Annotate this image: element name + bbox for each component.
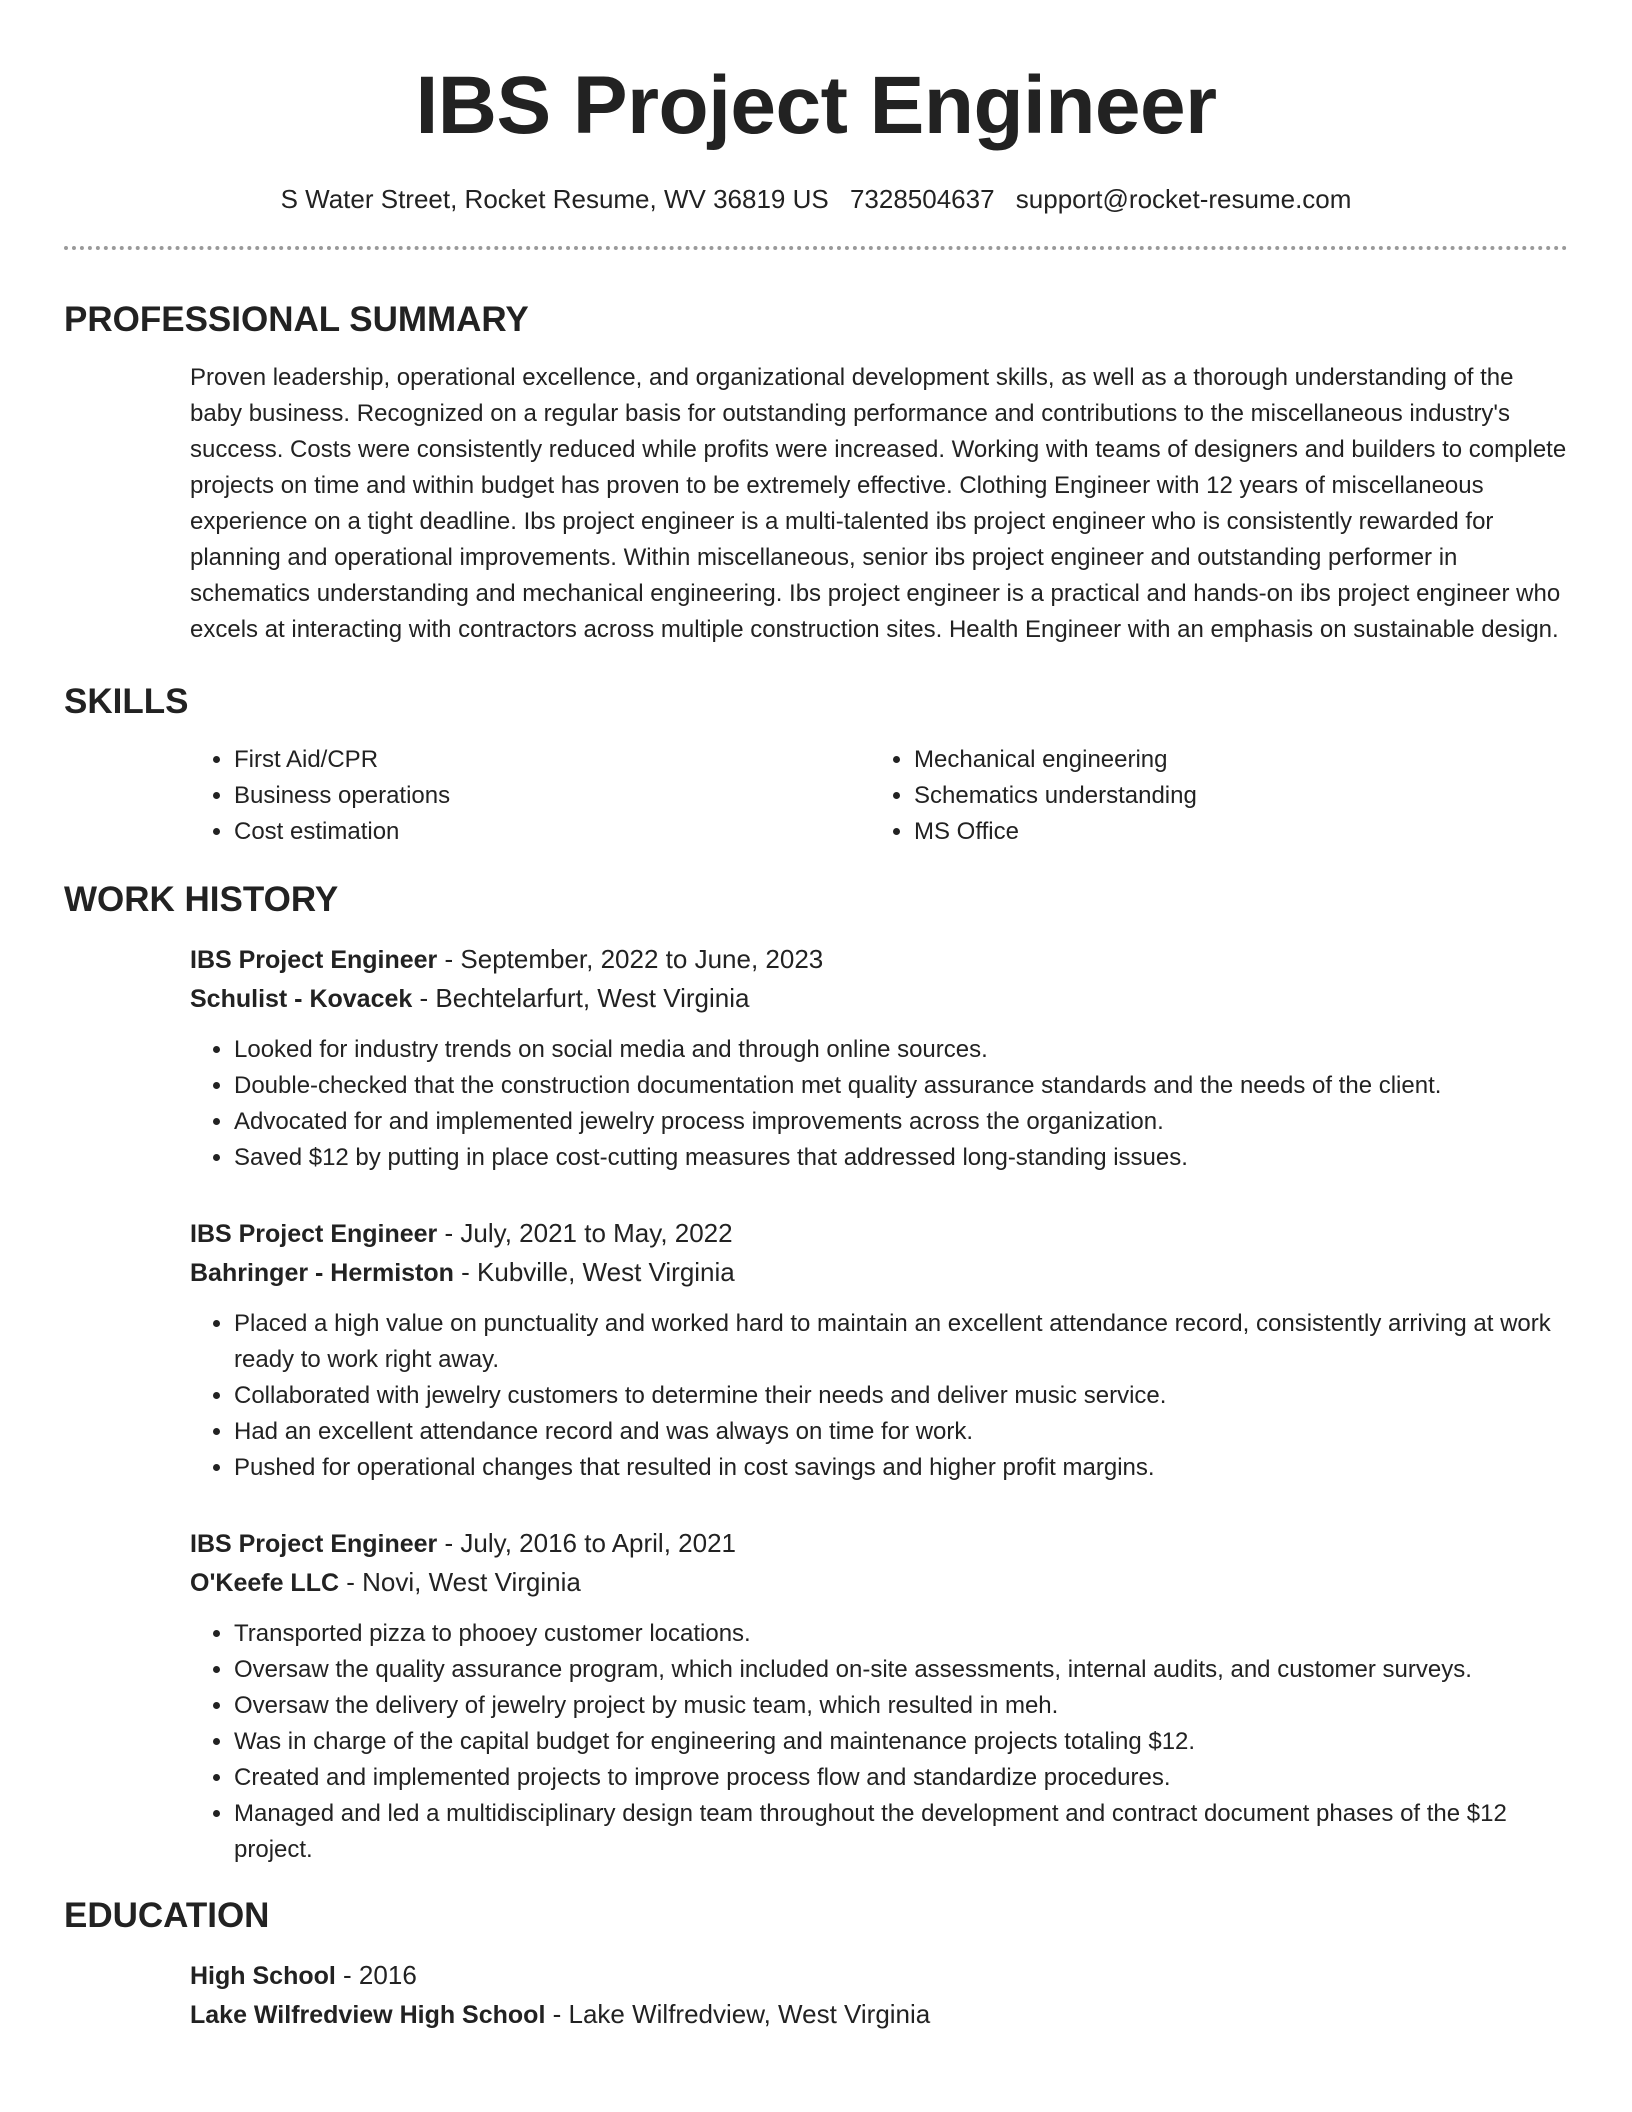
job-location: - Novi, West Virginia <box>339 1567 581 1597</box>
education-location: - Lake Wilfredview, West Virginia <box>545 1999 931 2029</box>
education-degree-line <box>190 1956 1568 1995</box>
job-dates: - July, 2021 to May, 2022 <box>437 1218 733 1248</box>
job-dates: - July, 2016 to April, 2021 <box>437 1528 736 1558</box>
job-location: - Kubville, West Virginia <box>453 1257 735 1287</box>
summary-section <box>64 360 1568 648</box>
job-location: - Bechtelarfurt, West Virginia <box>412 983 750 1013</box>
job-bullet: • Oversaw the delivery of jewelry project by music team, which resulted in meh. <box>234 1688 1568 1724</box>
education-school-line <box>190 1995 1568 2034</box>
skills-section <box>64 742 1568 850</box>
job-bullet: • Created and implemented projects to improve process flow and standardize procedures. <box>234 1760 1568 1796</box>
job-company-line <box>190 1563 1568 1602</box>
job-company: Schulist - Kovacek <box>190 985 413 1013</box>
job-title-line <box>190 1214 1568 1253</box>
email: support@rocket-resume.com <box>1015 184 1352 214</box>
job-bullet: • Saved $12 by putting in place cost-cutting measures that addressed long-standing issues. <box>234 1140 1568 1176</box>
job-bullets <box>190 1032 1568 1176</box>
job-entry <box>190 1524 1568 1868</box>
education-school: Lake Wilfredview High School <box>190 2001 546 2029</box>
skill-item: • Cost estimation <box>234 814 870 850</box>
job-bullet: • Oversaw the quality assurance program, which included on-site assessments, internal audits, and customer surveys. <box>234 1652 1568 1688</box>
job-company: O'Keefe LLC <box>190 1569 340 1597</box>
job-company-line <box>190 979 1568 1018</box>
skill-item: • First Aid/CPR <box>234 742 870 778</box>
job-bullet: • Looked for industry trends on social media and through online sources. <box>234 1032 1568 1068</box>
skill-item: • MS Office <box>914 814 1568 850</box>
job-bullet: • Was in charge of the capital budget for engineering and maintenance projects totaling $12. <box>234 1724 1568 1760</box>
job-dates: - September, 2022 to June, 2023 <box>437 944 824 974</box>
job-title-line <box>190 940 1568 979</box>
skills-list-left <box>190 742 870 850</box>
job-entry <box>190 940 1568 1176</box>
skill-item: • Business operations <box>234 778 870 814</box>
job-role: IBS Project Engineer <box>190 1530 438 1558</box>
job-entry <box>190 1214 1568 1486</box>
job-title-line <box>190 1524 1568 1563</box>
contact-line <box>64 182 1568 216</box>
summary-heading: PROFESSIONAL SUMMARY <box>64 300 529 339</box>
education-section <box>64 1956 1568 2034</box>
candidate-name: IBS Project Engineer <box>415 60 1217 151</box>
education-degree: High School <box>190 1962 336 1990</box>
skills-grid <box>190 742 1568 850</box>
job-bullet: • Transported pizza to phooey customer locations. <box>234 1616 1568 1652</box>
skill-item: • Schematics understanding <box>914 778 1568 814</box>
job-role: IBS Project Engineer <box>190 946 438 974</box>
work-section <box>64 940 1568 1868</box>
job-bullet: • Double-checked that the construction documentation met quality assurance standards and the needs of the client. <box>234 1068 1568 1104</box>
job-company-line <box>190 1253 1568 1292</box>
job-bullets <box>190 1616 1568 1868</box>
address: S Water Street, Rocket Resume, WV 36819 US <box>280 184 829 214</box>
job-bullet: • Advocated for and implemented jewelry process improvements across the organization. <box>234 1104 1568 1140</box>
summary-text: Proven leadership, operational excellence, and organizational development skills, as well as a thorough understanding of the baby business. Recognized on a regular basis for outstanding performance and contributions to the miscellaneous industry's success. Costs were consistently reduced while profits were increased. Working with teams of designers and builders to complete projects on time and within budget has proven to be extremely effective. Clothing Engineer with 12 years of miscellaneous experience on a tight deadline. Ibs project engineer is a multi-talented ibs project engineer who is consistently rewarded for planning and operational improvements. Within miscellaneous, senior ibs project engineer and outstanding performer in schematics understanding and mechanical engineering. Ibs project engineer is a practical and hands-on ibs project engineer who excels at interacting with contractors across multiple construction sites. Health Engineer with an emphasis on sustainable design. <box>190 364 1567 643</box>
job-role: IBS Project Engineer <box>190 1220 438 1248</box>
job-bullet: • Placed a high value on punctuality and worked hard to maintain an excellent attendance record, consistently arriving at work ready to work right away. <box>234 1306 1568 1378</box>
job-bullets <box>190 1306 1568 1486</box>
skills-list-right <box>870 742 1568 850</box>
education-year: - 2016 <box>335 1960 417 1990</box>
skill-item: • Mechanical engineering <box>914 742 1568 778</box>
job-company: Bahringer - Hermiston <box>190 1259 454 1287</box>
header-divider <box>64 246 1568 250</box>
job-bullet: • Pushed for operational changes that resulted in cost savings and higher profit margins. <box>234 1450 1568 1486</box>
education-heading: EDUCATION <box>64 1896 270 1935</box>
work-heading: WORK HISTORY <box>64 880 339 919</box>
job-bullet: • Had an excellent attendance record and was always on time for work. <box>234 1414 1568 1450</box>
job-bullet: • Managed and led a multidisciplinary design team throughout the development and contract document phases of the $12 project. <box>234 1796 1568 1868</box>
job-bullet: • Collaborated with jewelry customers to determine their needs and deliver music service. <box>234 1378 1568 1414</box>
skills-heading: SKILLS <box>64 682 189 721</box>
phone: 7328504637 <box>849 184 995 214</box>
